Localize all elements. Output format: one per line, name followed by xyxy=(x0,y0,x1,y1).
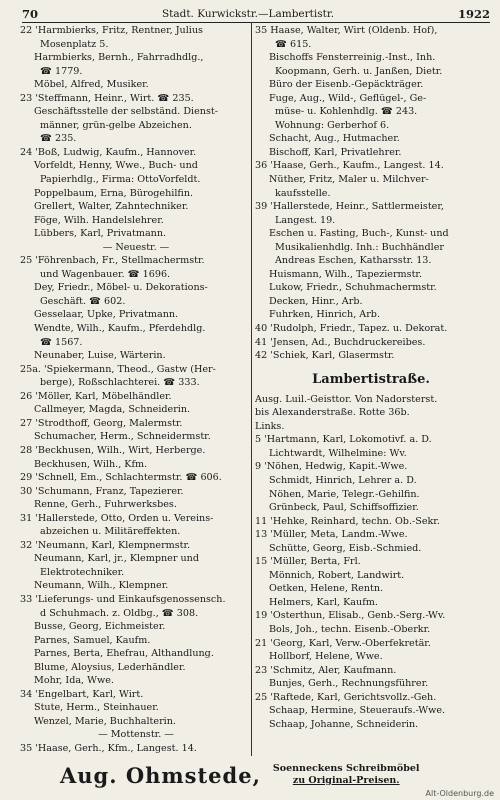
directory-line: Bols, Joh., techn. Eisenb.-Oberkr. xyxy=(269,623,431,635)
directory-line: Harmbierks, Bernh., Fahrradhdlg., xyxy=(34,52,204,64)
directory-line: Grünbeck, Paul, Schiffsoffizier. xyxy=(269,502,419,514)
directory-line: 25 'Föhrenbach, Fr., Stellmachermstr. xyxy=(20,255,205,267)
directory-line: Callmeyer, Magda, Schneiderin. xyxy=(34,404,191,416)
directory-line: 22 'Harmbierks, Fritz, Rentner, Julius xyxy=(20,25,203,36)
directory-line: Wenzel, Marie, Buchhalterin. xyxy=(34,715,176,727)
directory-line: Schacht, Aug., Hutmacher. xyxy=(269,133,400,145)
left-column xyxy=(20,24,252,756)
directory-line: d Schuhmach. z. Oldbg., ☎ 308. xyxy=(40,607,199,619)
directory-line: Föge, Wilh. Handelslehrer. xyxy=(34,214,164,226)
directory-line: 28 'Beckhusen, Wilh., Wirt, Herberge. xyxy=(20,444,206,456)
directory-line: Fuge, Aug., Wild-, Geflügel-, Ge- xyxy=(269,92,427,104)
directory-line: Geschäftsstelle der selbständ. Dienst- xyxy=(34,106,219,118)
directory-line: 35 Haase, Walter, Wirt (Oldenb. Hof), xyxy=(255,25,438,36)
directory-line: Grellert, Walter, Zahntechniker. xyxy=(34,201,189,213)
directory-line: Papierhdlg., Firma: OttoVorfeldt. xyxy=(40,174,201,186)
directory-line: ☎ 1779. xyxy=(40,65,83,77)
directory-line: Nüther, Fritz, Maler u. Milchver- xyxy=(269,174,429,186)
directory-line: Helmers, Karl, Kaufm. xyxy=(269,596,378,608)
directory-line: Links. xyxy=(255,420,285,432)
directory-line: Bunjes, Gerh., Rechnungsführer. xyxy=(269,678,429,690)
directory-line: 23 'Schmitz, Aler, Kaufmann. xyxy=(255,664,397,676)
directory-line: Oetken, Helene, Rentn. xyxy=(269,583,384,595)
directory-line: Beckhusen, Wilh., Kfm. xyxy=(34,458,148,470)
directory-line: 35 'Haase, Gerh., Kfm., Langest. 14. xyxy=(20,742,197,754)
ad-tagline-line-2: zu Original-Preisen. xyxy=(292,775,400,786)
directory-line: Koopmann, Gerh. u. Janßen, Dietr. xyxy=(275,65,443,77)
directory-line: 13 'Müller, Meta, Landm.-Wwe. xyxy=(255,529,408,541)
directory-line: 32 'Neumann, Karl, Klempnermstr. xyxy=(20,539,191,551)
directory-line: abzeichen u. Militäreffekten. xyxy=(40,526,181,538)
directory-line: Blume, Aloysius, Lederhändler. xyxy=(34,661,186,673)
directory-line: Lübbers, Karl, Privatmann. xyxy=(34,228,167,240)
directory-line: und Wagenbauer. ☎ 1696. xyxy=(40,268,171,280)
directory-line: 21 'Georg, Karl, Verw.-Oberfekretär. xyxy=(255,637,431,649)
directory-line: 5 'Hartmann, Karl, Lokomotivf. a. D. xyxy=(255,434,432,446)
directory-line: Andreas Eschen, Katharsstr. 13. xyxy=(275,255,432,267)
directory-line: Möbel, Alfred, Musiker. xyxy=(34,79,149,91)
directory-line: Renne, Gerh., Fuhrwerksbes. xyxy=(34,499,177,511)
directory-line: kaufsstelle. xyxy=(275,187,331,199)
directory-line: 19 'Osterthun, Elisab., Genb.-Serg.-Wv. xyxy=(255,610,446,622)
directory-line: 26 'Möller, Karl, Möbelhändler. xyxy=(20,390,172,402)
directory-line: 40 'Rudolph, Friedr., Tapez. u. Dekorat. xyxy=(255,323,448,335)
advertisement xyxy=(60,758,470,792)
directory-line: 11 'Hehke, Reinhard, techn. Ob.-Sekr. xyxy=(255,515,440,527)
directory-line: 23 'Steffmann, Heinr., Wirt. ☎ 235. xyxy=(20,92,194,104)
directory-line: müse- u. Kohlenhdlg. ☎ 243. xyxy=(275,106,418,118)
directory-line: Neumann, Wilh., Klempner. xyxy=(34,580,169,592)
directory-line: 33 'Lieferungs- und Einkaufsgenossensch. xyxy=(20,593,226,605)
directory-line: Huismann, Wilh., Tapeziermstr. xyxy=(269,268,423,280)
directory-line: bis Alexanderstraße. Rotte 36b. xyxy=(255,407,410,419)
right-column xyxy=(255,24,487,731)
directory-line: Elektrotechniker. xyxy=(40,566,125,578)
directory-line: Schmidt, Hinrich, Lehrer a. D. xyxy=(269,474,417,486)
directory-line: Musikalienhdlg. Inh.: Buchhändler xyxy=(275,241,444,253)
header-divider xyxy=(22,22,490,23)
running-title: Stadt. Kurwickstr.—Lambertistr. xyxy=(161,8,335,20)
directory-line: 27 'Strodthoff, Georg, Malermstr. xyxy=(20,417,183,429)
directory-line: Lukow, Friedr., Schuhmachermstr. xyxy=(269,282,437,294)
directory-line: 34 'Engelbart, Karl, Wirt. xyxy=(20,688,144,700)
directory-line: Hollborf, Helene, Wwe. xyxy=(269,651,383,663)
directory-line: Gesselaar, Upke, Privatmann. xyxy=(34,309,179,321)
directory-line: Decken, Hinr., Arb. xyxy=(269,295,363,307)
directory-line: ☎ 1567. xyxy=(40,336,83,348)
ad-tagline-line-1: Soenneckens Schreibmöbel xyxy=(272,763,420,774)
directory-line: Mönnich, Robert, Landwirt. xyxy=(269,569,405,581)
directory-line: Neumann, Karl, jr., Klempner und xyxy=(34,553,199,565)
directory-line: männer, grün-gelbe Abzeichen. xyxy=(40,119,192,131)
page-header xyxy=(22,6,490,22)
directory-line: Busse, Georg, Eichmeister. xyxy=(34,621,166,633)
directory-line: Schaap, Johanne, Schneiderin. xyxy=(269,718,419,730)
directory-line: Eschen u. Fasting, Buch-, Kunst- und xyxy=(269,228,449,240)
directory-line: 9 'Nöhen, Hedwig, Kapit.-Wwe. xyxy=(255,461,408,473)
directory-line: Nöhen, Marie, Telegr.-Gehilfin. xyxy=(269,488,420,500)
directory-line: 36 'Haase, Gerh., Kaufm., Langest. 14. xyxy=(255,160,444,172)
directory-line: Mohr, Ida, Wwe. xyxy=(34,675,114,687)
directory-line: 25a. 'Spiekermann, Theod., Gastw (Her- xyxy=(20,363,216,375)
directory-line: Stute, Herm., Steinhauer. xyxy=(34,702,159,714)
directory-line: Poppelbaum, Erna, Bürogehilfin. xyxy=(34,187,194,199)
directory-line: Neunaber, Luise, Wärterin. xyxy=(34,350,166,362)
directory-line: 15 'Müller, Berta, Frl. xyxy=(255,556,361,568)
street-heading: Lambertistraße. xyxy=(312,371,430,387)
directory-line: Fuhrken, Hinrich, Arb. xyxy=(269,309,380,321)
year: 1922 xyxy=(457,7,490,21)
directory-line: Schaap, Hermine, Steueraufs.-Wwe. xyxy=(269,705,446,717)
directory-line: Geschäft. ☎ 602. xyxy=(40,295,126,307)
directory-line: Lichtwardt, Wilhelmine: Wv. xyxy=(269,447,407,459)
directory-line: ☎ 235. xyxy=(40,133,77,145)
directory-line: Dey, Friedr., Möbel- u. Dekorations- xyxy=(34,282,208,294)
directory-line: Parnes, Samuel, Kaufm. xyxy=(34,634,151,646)
directory-line: Mosenplatz 5. xyxy=(40,38,109,50)
ad-brand: Aug. Ohmstede, xyxy=(60,762,261,788)
directory-line: 39 'Hallerstede, Heinr., Sattlermeister, xyxy=(255,201,444,213)
directory-line: Langest. 19. xyxy=(275,214,336,226)
directory-line: Ausg. Luil.-Geisttor. Von Nadorsterst. xyxy=(255,393,438,405)
ad-tagline xyxy=(273,763,420,787)
directory-line: 25 'Raftede, Karl, Gerichtsvollz.-Geh. xyxy=(255,691,437,703)
directory-line: Schumacher, Herm., Schneidermstr. xyxy=(34,431,211,443)
directory-line: — Neuestr. — xyxy=(102,241,170,253)
directory-line: Vorfeldt, Henny, Wwe., Buch- und xyxy=(34,160,198,172)
directory-line: 24 'Boß, Ludwig, Kaufm., Hannover. xyxy=(20,146,197,158)
directory-line: Bischoffs Fensterreinig.-Inst., Inh. xyxy=(269,52,436,64)
watermark: Alt-Oldenburg.de xyxy=(425,789,494,798)
directory-line: Wendte, Wilh., Kaufm., Pferdehdlg. xyxy=(34,323,206,335)
directory-line: Wohnung: Gerberhof 6. xyxy=(275,119,390,131)
directory-line: 31 'Hallerstede, Otto, Orden u. Vereins- xyxy=(20,512,214,524)
directory-line: Schütte, Georg, Eisb.-Schmied. xyxy=(269,542,422,554)
directory-line: 30 'Schumann, Franz, Tapezierer. xyxy=(20,485,184,497)
directory-line: ☎ 615. xyxy=(275,38,312,50)
directory-line: 41 'Jensen, Ad., Buchdruckereibes. xyxy=(255,336,426,348)
directory-line: Bischoff, Karl, Privatlehrer. xyxy=(269,146,402,158)
directory-line: berge), Roßschlachterei. ☎ 333. xyxy=(40,377,200,389)
directory-line: 42 'Schiek, Karl, Glasermstr. xyxy=(255,350,395,362)
page-number: 70 xyxy=(22,7,39,21)
directory-line: Büro der Eisenb.-Gepäckträger. xyxy=(269,79,424,91)
directory-line: 29 'Schnell, Em., Schlachtermstr. ☎ 606. xyxy=(20,472,222,484)
directory-line: Parnes, Berta, Ehefrau, Althandlung. xyxy=(34,648,214,660)
directory-line: — Mottenstr. — xyxy=(98,729,174,741)
